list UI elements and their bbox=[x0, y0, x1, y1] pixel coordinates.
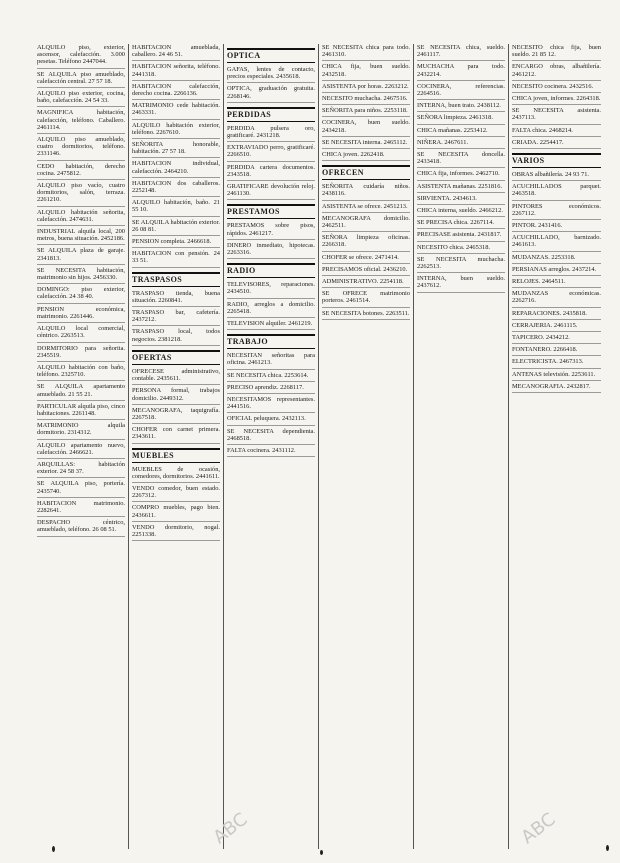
classified-ad: TRASPASO tienda, buena situación. 2260841. bbox=[132, 290, 220, 307]
classified-ad: SE NECESITA interna. 2465112. bbox=[322, 139, 410, 149]
classified-ad: ASISTENTA por horas. 2263212. bbox=[322, 83, 410, 93]
classified-page bbox=[34, 44, 604, 849]
classified-ad: CHICA mañanas. 2253412. bbox=[417, 127, 505, 137]
classified-ad: REPARACIONES. 2435818. bbox=[512, 310, 601, 320]
classified-ad: CHOFER con carnet primera. 2343611. bbox=[132, 426, 220, 443]
column-5 bbox=[414, 44, 509, 849]
classified-ad: SE OFRECE matrimonio porteros. 2461514. bbox=[322, 290, 410, 307]
classified-ad: MATRIMONIO alquila dormitorio. 2314312. bbox=[37, 422, 125, 439]
classified-ad: ALQUILO habitación con baño, teléfono. 2325710. bbox=[37, 364, 125, 381]
classified-ad: MECANOGRAFA, taquigrafía. 2267518. bbox=[132, 407, 220, 424]
classified-ad: SE NECESITA muchacha. 2262513. bbox=[417, 256, 505, 273]
classified-ad: DOMINGO: piso exterior, calefacción. 24 38 40. bbox=[37, 286, 125, 303]
classified-ad: GRATIFICARE devolución reloj. 2461130. bbox=[227, 183, 315, 200]
classified-ad: HABITACION dos caballeros. 2252148. bbox=[132, 180, 220, 197]
classified-ad: SE ALQUILA piso, portería. 2435740. bbox=[37, 480, 125, 497]
classified-ad: ALQUILO piso, exterior, ascensor, calefacción. 3.000 pesetas. Teléfono 2447044. bbox=[37, 44, 125, 69]
classified-ad: VENDO comedor, buen estado. 2267312. bbox=[132, 485, 220, 502]
classified-ad: NECESITO chica. 2465318. bbox=[417, 244, 505, 254]
classified-ad: CHOFER se ofrece. 2471414. bbox=[322, 254, 410, 264]
column-6 bbox=[509, 44, 604, 849]
classified-ad: FONTANERO. 2266418. bbox=[512, 346, 601, 356]
classified-ad: ACUCHILLADOS parquet. 2463518. bbox=[512, 183, 601, 200]
classified-ad: SE NECESITA botones. 2263511. bbox=[322, 310, 410, 320]
column-4 bbox=[319, 44, 414, 849]
classified-ad: HABITACION matrimonio. 2282641. bbox=[37, 500, 125, 517]
classified-ad: PERDIDA cartera documentos. 2343518. bbox=[227, 164, 315, 181]
classified-ad: ALQUILO piso exterior, cocina, baño, calefacción. 24 54 33. bbox=[37, 90, 125, 107]
classified-ad: DINERO inmediato, hipotecas. 2263316. bbox=[227, 242, 315, 259]
classified-ad: SE NECESITA chica, sueldo. 2461117. bbox=[417, 44, 505, 61]
classified-ad: SE NECESITA doncella. 2433418. bbox=[417, 151, 505, 168]
watermark-logo: ABC bbox=[209, 808, 252, 849]
classified-ad: GAFAS, lentes de contacto, precios especiales. 2435618. bbox=[227, 66, 315, 83]
classified-ad: HABITACION con pensión. 24 33 51. bbox=[132, 250, 220, 267]
classified-ad: CRIADA. 2254417. bbox=[512, 139, 601, 149]
classified-ad: INTERNA, buen sueldo. 2437612. bbox=[417, 275, 505, 292]
classified-ad: TELEVISORES, reparaciones. 2434510. bbox=[227, 281, 315, 298]
classified-ad: ALQUILO apartamento nuevo, calefacción. 2466621. bbox=[37, 442, 125, 459]
classified-ad: EXTRAVIADO perro, gratificaré. 2266510. bbox=[227, 144, 315, 161]
classified-ad: ALQUILO local comercial, céntrico. 2263513. bbox=[37, 325, 125, 342]
classified-ad: ARQUILLAS: habitación exterior. 24 58 37. bbox=[37, 461, 125, 478]
column-3 bbox=[224, 44, 319, 849]
classified-ad: MATRIMONIO cede habitación. 2463331. bbox=[132, 102, 220, 119]
classified-ad: COCINERA, referencias. 2264516. bbox=[417, 83, 505, 100]
classified-ad: SE NECESITA habitación, matrimonio sin hijos. 2456330. bbox=[37, 267, 125, 284]
classified-ad: SE NECESITA chica para todo. 2461310. bbox=[322, 44, 410, 61]
classified-ad: DESPACHO céntrico, amueblado, teléfono. 26 08 51. bbox=[37, 519, 125, 536]
classified-ad: MUDANZAS. 2253318. bbox=[512, 254, 601, 264]
classified-ad: SEÑORITA para niños. 2253118. bbox=[322, 107, 410, 117]
classified-ad: DORMITORIO para señorita. 2345519. bbox=[37, 345, 125, 362]
watermark-logo: ABC bbox=[517, 808, 560, 849]
section-heading: TRASPASOS bbox=[132, 272, 220, 287]
classified-ad: HABITACION individual, calefacción. 2464210. bbox=[132, 160, 220, 177]
classified-ad: TRASPASO bar, cafetería. 2437212. bbox=[132, 309, 220, 326]
classified-ad: CEDO habitación, derecho cocina. 2475812. bbox=[37, 163, 125, 180]
classified-ad: NECESITAN señoritas para oficina. 2461213. bbox=[227, 352, 315, 369]
section-heading: MUEBLES bbox=[132, 448, 220, 463]
classified-ad: PRECISASE asistenta. 2431817. bbox=[417, 231, 505, 241]
classified-ad: SIRVIENTA. 2434613. bbox=[417, 195, 505, 205]
classified-ad: OPTICA, graduación gratuita. 2268146. bbox=[227, 85, 315, 102]
classified-ad: PINTOR. 2431416. bbox=[512, 222, 601, 232]
classified-ad: MECANOGRAFIA. 2432817. bbox=[512, 383, 601, 393]
classified-ad: ALQUILO habitación señorita, calefacción. 2474631. bbox=[37, 209, 125, 226]
classified-ad: ALQUILO piso vacío, cuatro dormitorios, salón, terraza. 2261210. bbox=[37, 182, 125, 207]
classified-ad: TELEVISION alquiler. 2461219. bbox=[227, 320, 315, 330]
classified-ad: PARTICULAR alquila piso, cinco habitaciones. 2261148. bbox=[37, 403, 125, 420]
section-heading: VARIOS bbox=[512, 153, 601, 168]
classified-ad: SE NECESITA asistenta. 2437113. bbox=[512, 107, 601, 124]
classified-ad: RELOJES. 2464511. bbox=[512, 278, 601, 288]
classified-ad: SEÑORA limpieza. 2461318. bbox=[417, 114, 505, 124]
classified-ad: FALTA chica. 2468214. bbox=[512, 127, 601, 137]
classified-ad: PINTORES económicos. 2267112. bbox=[512, 203, 601, 220]
classified-ad: OFRECESE administrativo, contable. 2435611. bbox=[132, 368, 220, 385]
print-speck bbox=[606, 845, 609, 851]
classified-ad: SE ALQUILA plaza de garaje. 2341813. bbox=[37, 247, 125, 264]
classified-ad: SE NECESITA chica. 2253614. bbox=[227, 372, 315, 382]
classified-ad: ADMINISTRATIVO. 2254118. bbox=[322, 278, 410, 288]
classified-ad: MUEBLES de ocasión, comedores, dormitorios. 2441611. bbox=[132, 466, 220, 483]
classified-ad: ELECTRICISTA. 2467313. bbox=[512, 358, 601, 368]
classified-ad: PERDIDA pulsera oro, gratificaré. 2431218. bbox=[227, 125, 315, 142]
classified-ad: MECANOGRAFA domicilio. 2462511. bbox=[322, 215, 410, 232]
classified-ad: FALTA cocinera. 2431112. bbox=[227, 447, 315, 457]
classified-ad: SEÑORA limpieza oficinas. 2266318. bbox=[322, 234, 410, 251]
classified-ad: ASISTENTA se ofrece. 2451213. bbox=[322, 203, 410, 213]
classified-ad: OFICIAL peluquera. 2432113. bbox=[227, 415, 315, 425]
classified-ad: SE ALQUILA habitación exterior. 26 08 81. bbox=[132, 219, 220, 236]
classified-ad: SE ALQUILA piso amueblado, calefacción central. 27 57 18. bbox=[37, 71, 125, 88]
classified-ad: PENSION completa. 2466618. bbox=[132, 238, 220, 248]
section-heading: OFERTAS bbox=[132, 350, 220, 365]
classified-ad: ALQUILO habitación, baño. 21 55 10. bbox=[132, 199, 220, 216]
classified-ad: VENDO dormitorio, nogal. 2251338. bbox=[132, 524, 220, 541]
classified-ad: ENCARGO obras, albañilería. 2461212. bbox=[512, 63, 601, 80]
classified-ad: SEÑORITA cuidaría niños. 2438116. bbox=[322, 183, 410, 200]
classified-ad: HABITACION señorita, teléfono. 2441318. bbox=[132, 63, 220, 80]
print-speck bbox=[52, 846, 55, 852]
classified-ad: NECESITO muchacha. 2467516. bbox=[322, 95, 410, 105]
classified-ad: PRECISO aprendiz. 2268117. bbox=[227, 384, 315, 394]
classified-ad: CHICA interna, sueldo. 2466212. bbox=[417, 207, 505, 217]
classified-ad: SE ALQUILA apartamento amueblado. 21 55 21. bbox=[37, 383, 125, 400]
section-heading: PRESTAMOS bbox=[227, 204, 315, 219]
classified-ad: CHICA joven, informes. 2264318. bbox=[512, 95, 601, 105]
section-heading: OFRECEN bbox=[322, 165, 410, 180]
classified-ad: ACUCHILLADO, barnizado. 2461613. bbox=[512, 234, 601, 251]
classified-ad: NECESITAMOS representantes. 2441516. bbox=[227, 396, 315, 413]
classified-ad: PERSONA formal, trabajos domicilio. 2449312. bbox=[132, 387, 220, 404]
classified-ad: ASISTENTA mañanas. 2251816. bbox=[417, 183, 505, 193]
classified-ad: ANTENAS televisión. 2253611. bbox=[512, 371, 601, 381]
classified-ad: PENSION económica, matrimonio. 2261446. bbox=[37, 306, 125, 323]
classified-ad: PRECISAMOS oficial. 2436210. bbox=[322, 266, 410, 276]
classified-ad: RADIO, arreglos a domicilio. 2265418. bbox=[227, 301, 315, 318]
classified-ad: CHICA joven. 2262418. bbox=[322, 151, 410, 161]
print-speck bbox=[320, 850, 323, 855]
classified-ad: SE NECESITA dependienta. 2468518. bbox=[227, 428, 315, 445]
classified-ad: SE PRECISA chica. 2267114. bbox=[417, 219, 505, 229]
section-heading: PERDIDAS bbox=[227, 107, 315, 122]
classified-ad: ALQUILO piso amueblado, cuatro dormitorios, teléfono. 2331146. bbox=[37, 136, 125, 161]
classified-ad: CHICA fija, buen sueldo. 2432518. bbox=[322, 63, 410, 80]
classified-ad: MUCHACHA para todo. 2432214. bbox=[417, 63, 505, 80]
section-heading: OPTICA bbox=[227, 48, 315, 63]
classified-ad: TRASPASO local, todos negocios. 2381218. bbox=[132, 328, 220, 345]
classified-ad: NECESITO cocinera. 2432516. bbox=[512, 83, 601, 93]
section-heading: TRABAJO bbox=[227, 334, 315, 349]
classified-ad: HABITACION calefacción, derecho cocina. 2266136. bbox=[132, 83, 220, 100]
classified-ad: INTERNA, buen trato. 2438112. bbox=[417, 102, 505, 112]
classified-ad: NIÑERA. 2467611. bbox=[417, 139, 505, 149]
classified-ad: COCINERA, buen sueldo. 2434218. bbox=[322, 119, 410, 136]
classified-ad: CHICA fija, informes. 2462710. bbox=[417, 170, 505, 180]
classified-ad: SEÑORITA honorable, habitación. 27 57 18. bbox=[132, 141, 220, 158]
classified-ad: MAGNIFICA habitación, calefacción, teléfono. Caballero. 2461114. bbox=[37, 109, 125, 134]
column-2 bbox=[129, 44, 224, 849]
column-1 bbox=[34, 44, 129, 849]
classified-ad: HABITACION amueblada, caballero. 24 46 51. bbox=[132, 44, 220, 61]
classified-ad: PERSIANAS arreglos. 2437214. bbox=[512, 266, 601, 276]
classified-ad: COMPRO muebles, pago bien. 2436611. bbox=[132, 504, 220, 521]
classified-ad: ALQUILO habitación exterior, teléfono. 2267610. bbox=[132, 122, 220, 139]
section-heading: RADIO bbox=[227, 263, 315, 278]
classified-ad: OBRAS albañilería. 24 93 71. bbox=[512, 171, 601, 181]
classified-ad: TAPICERO. 2434212. bbox=[512, 334, 601, 344]
classified-ad: PRESTAMOS sobre pisos, rápidos. 2461217. bbox=[227, 222, 315, 239]
classified-ad: NECESITO chica fija, buen sueldo. 21 85 12. bbox=[512, 44, 601, 61]
classified-ad: INDUSTRIAL alquila local, 200 metros, buena situación. 2452186. bbox=[37, 228, 125, 245]
classified-ad: MUDANZAS económicas. 2262716. bbox=[512, 290, 601, 307]
classified-ad: CERRAJERIA. 2461115. bbox=[512, 322, 601, 332]
